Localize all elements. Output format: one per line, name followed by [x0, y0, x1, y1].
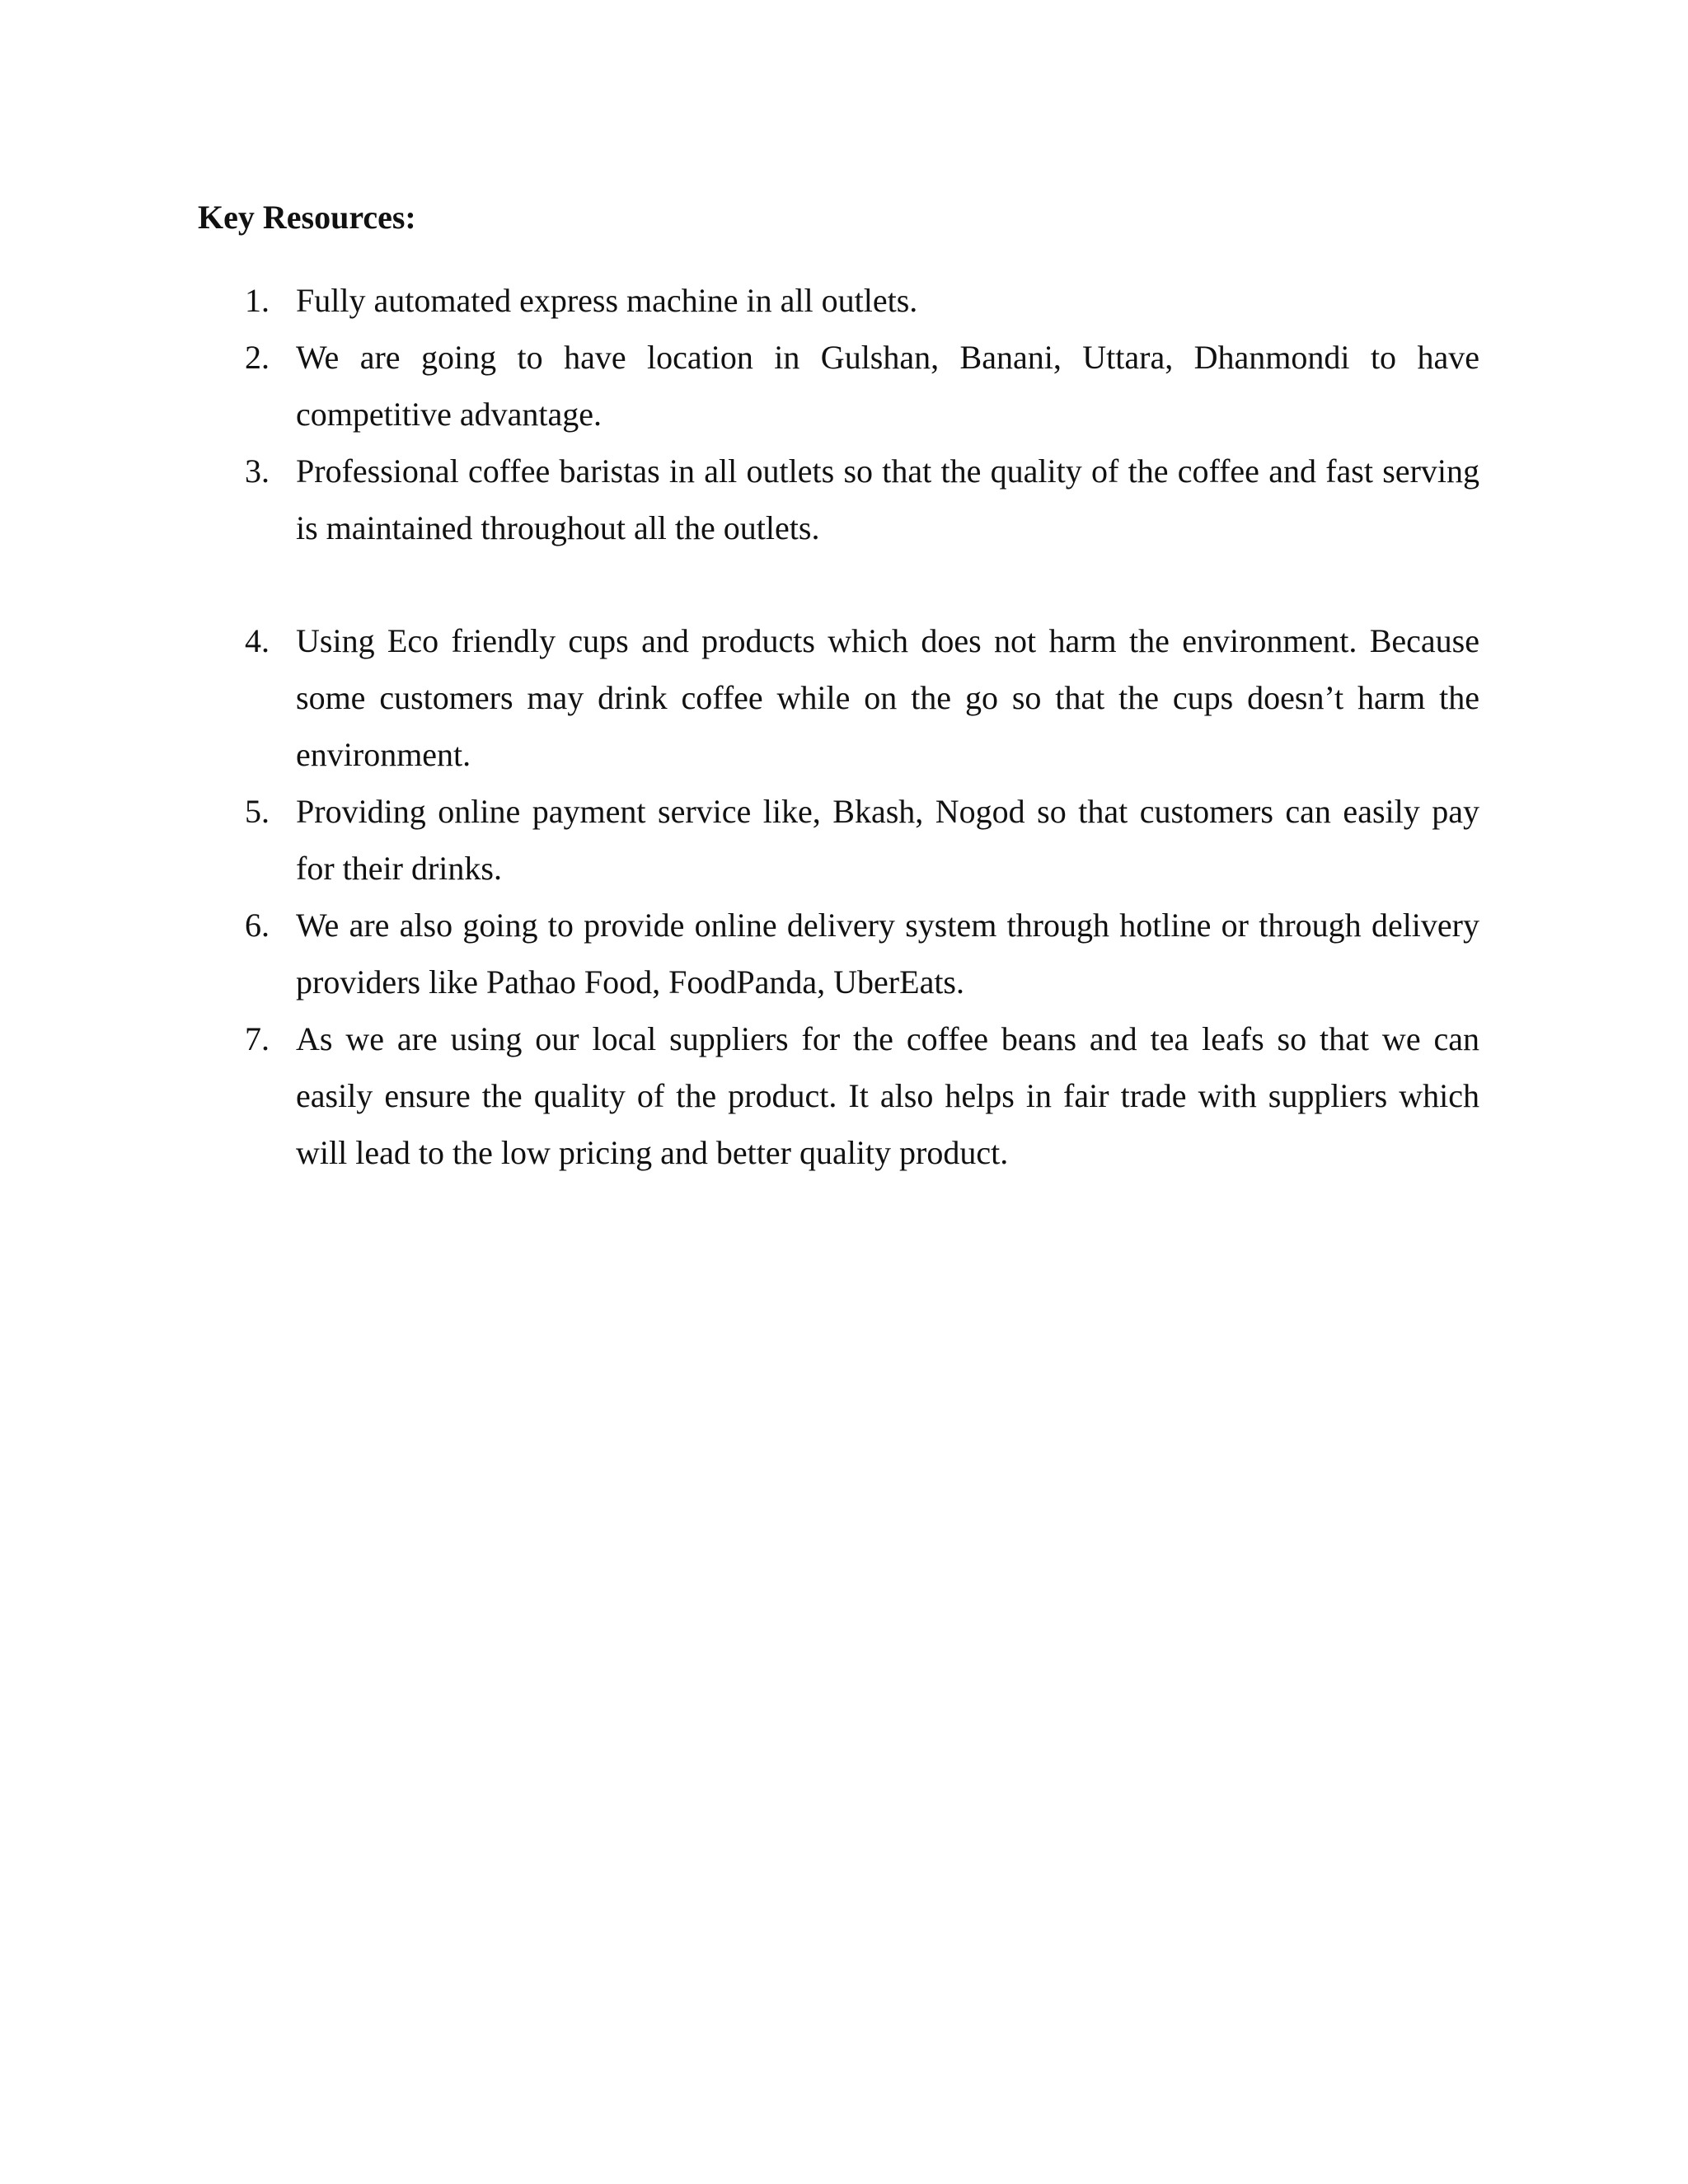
list-item [198, 272, 1479, 329]
list-item [198, 612, 1479, 783]
list-item-number: 4. [245, 622, 270, 659]
list-item [198, 329, 1479, 443]
key-resources-list [198, 272, 1479, 1181]
list-item-number: 6. [245, 907, 270, 944]
list-item-text: Using Eco friendly cups and products which does not harm the environment. Because some customers may drink coffee while on the go so that the cups doesn’t harm the environment. [296, 622, 1479, 773]
list-item-text: We are going to have location in Gulshan, Banani, Uttara, Dhanmondi to have competitive advantage. [296, 339, 1479, 433]
list-item-text: Professional coffee baristas in all outlets so that the quality of the coffee and fast serving is maintained throughout all the outlets. [296, 452, 1479, 546]
list-item [198, 443, 1479, 556]
list-item-text: As we are using our local suppliers for the coffee beans and tea leafs so that we can easily ensure the quality of the product. It also helps in fair trade with suppliers which will lead to the low pricing and better quality product. [296, 1020, 1479, 1171]
list-item [198, 783, 1479, 897]
list-item-text: We are also going to provide online delivery system through hotline or through delivery providers like Pathao Food, FoodPanda, UberEats. [296, 907, 1479, 1001]
list-item-number: 7. [245, 1020, 270, 1057]
list-item-number: 3. [245, 452, 270, 490]
list-item [198, 897, 1479, 1010]
list-item [198, 1010, 1479, 1181]
list-item-number: 5. [245, 793, 270, 830]
list-item-text: Providing online payment service like, Bkash, Nogod so that customers can easily pay for their drinks. [296, 793, 1479, 887]
list-item-number: 1. [245, 282, 270, 319]
section-heading: Key Resources: [198, 199, 416, 236]
list-item-number: 2. [245, 339, 270, 376]
list-item-text: Fully automated express machine in all outlets. [296, 282, 918, 319]
